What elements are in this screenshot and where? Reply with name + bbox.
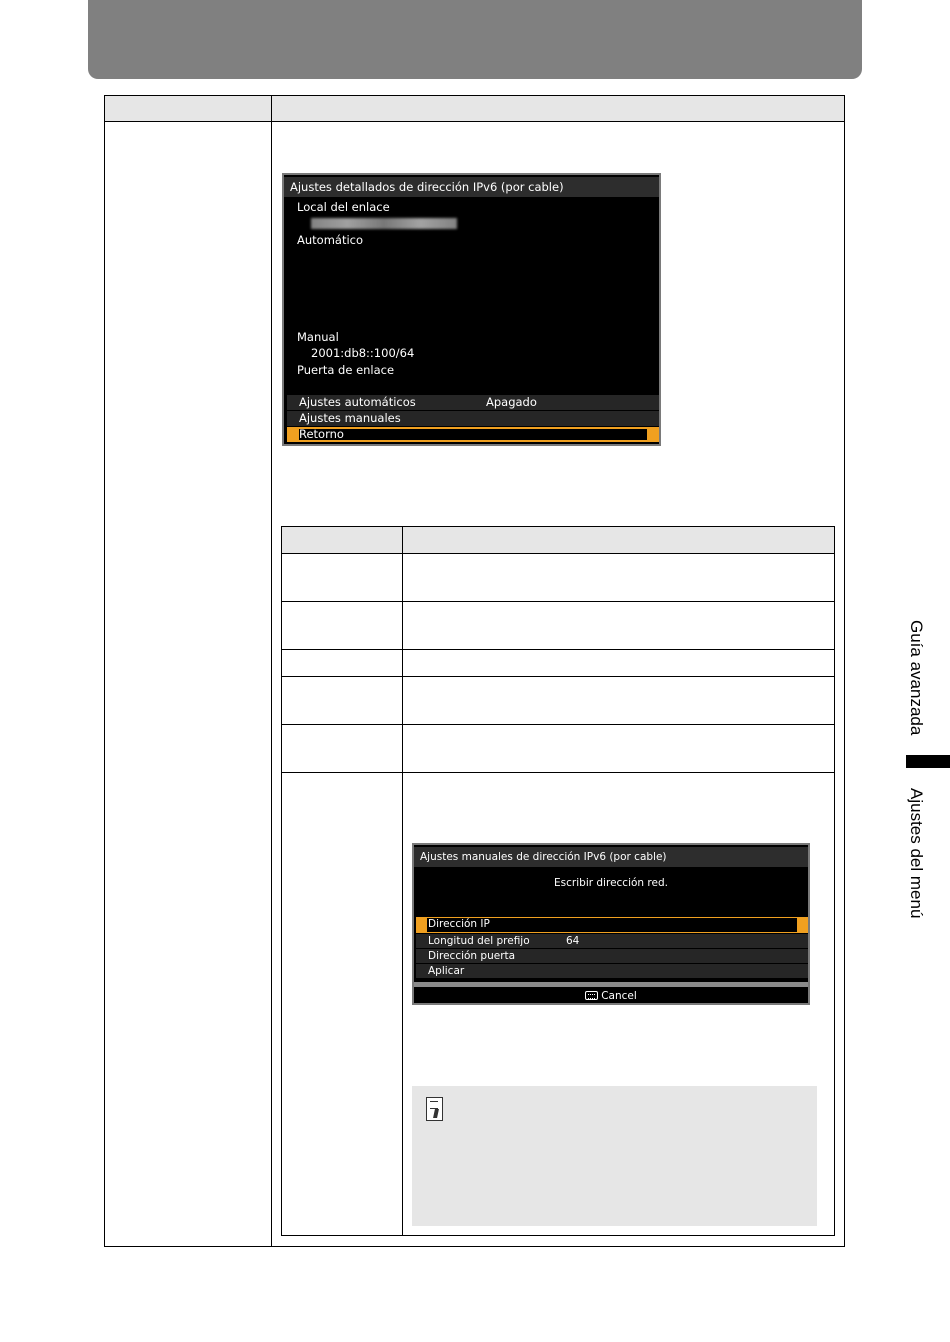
- menu-item-gateway-address[interactable]: [416, 949, 808, 963]
- menu-item-value: Apagado: [486, 395, 537, 409]
- screen-title: Ajustes detallados de dirección IPv6 (por cable): [284, 177, 659, 197]
- screen-title: Ajustes manuales de dirección IPv6 (por cable): [414, 847, 808, 867]
- row-divider: [282, 676, 834, 677]
- ipv6-manual-screen: [412, 843, 810, 1005]
- menu-item-label: Retorno: [299, 427, 344, 441]
- section-label: Guía avanzada: [907, 620, 926, 736]
- note-box: [412, 1086, 817, 1226]
- footer-separator: [414, 982, 808, 987]
- menu-item-prefix-length[interactable]: [416, 934, 808, 948]
- menu-item-manual-settings[interactable]: [287, 411, 659, 426]
- side-tab-section: [896, 612, 936, 744]
- menu-item-label: Dirección puerta: [428, 950, 516, 962]
- column-divider: [271, 96, 272, 1246]
- manual-label: Manual: [297, 330, 339, 344]
- row-divider: [282, 724, 834, 725]
- menu-item-ip-address[interactable]: [416, 917, 808, 933]
- menu-item-apply[interactable]: [416, 964, 808, 978]
- cancel-label: Cancel: [601, 990, 637, 1002]
- instruction-message: Escribir dirección red.: [554, 877, 668, 889]
- note-memo-icon: [426, 1097, 443, 1121]
- menu-item-label: Longitud del prefijo: [428, 935, 530, 947]
- blurred-link-local-address: [311, 218, 457, 229]
- side-tab-chapter: [896, 778, 936, 928]
- menu-item-label: Dirección IP: [428, 918, 490, 930]
- cancel-hint[interactable]: [414, 989, 808, 1003]
- side-tab-marker: [906, 755, 950, 768]
- options-column-divider: [402, 527, 403, 1235]
- ipv6-detail-screen: [282, 173, 661, 446]
- menu-item-return[interactable]: [287, 427, 659, 442]
- automatic-label: Automático: [297, 233, 364, 247]
- menu-item-label: Ajustes manuales: [299, 411, 401, 425]
- header-band: [88, 0, 862, 79]
- row-divider: [282, 601, 834, 602]
- menu-item-label: Aplicar: [428, 965, 465, 977]
- menu-item-auto-settings[interactable]: [287, 395, 659, 410]
- row-divider: [282, 772, 834, 773]
- menu-item-label: Ajustes automáticos: [299, 395, 416, 409]
- chapter-label: Ajustes del menú: [907, 787, 926, 919]
- keyboard-icon: [585, 991, 598, 1000]
- settings-table-header: [105, 96, 844, 122]
- options-table-header: [282, 527, 834, 554]
- manual-address-value: 2001:db8::100/64: [311, 346, 415, 360]
- menu-item-value: 64: [566, 935, 580, 947]
- gateway-label: Puerta de enlace: [297, 363, 395, 377]
- link-local-label: Local del enlace: [297, 200, 390, 214]
- row-divider: [282, 649, 834, 650]
